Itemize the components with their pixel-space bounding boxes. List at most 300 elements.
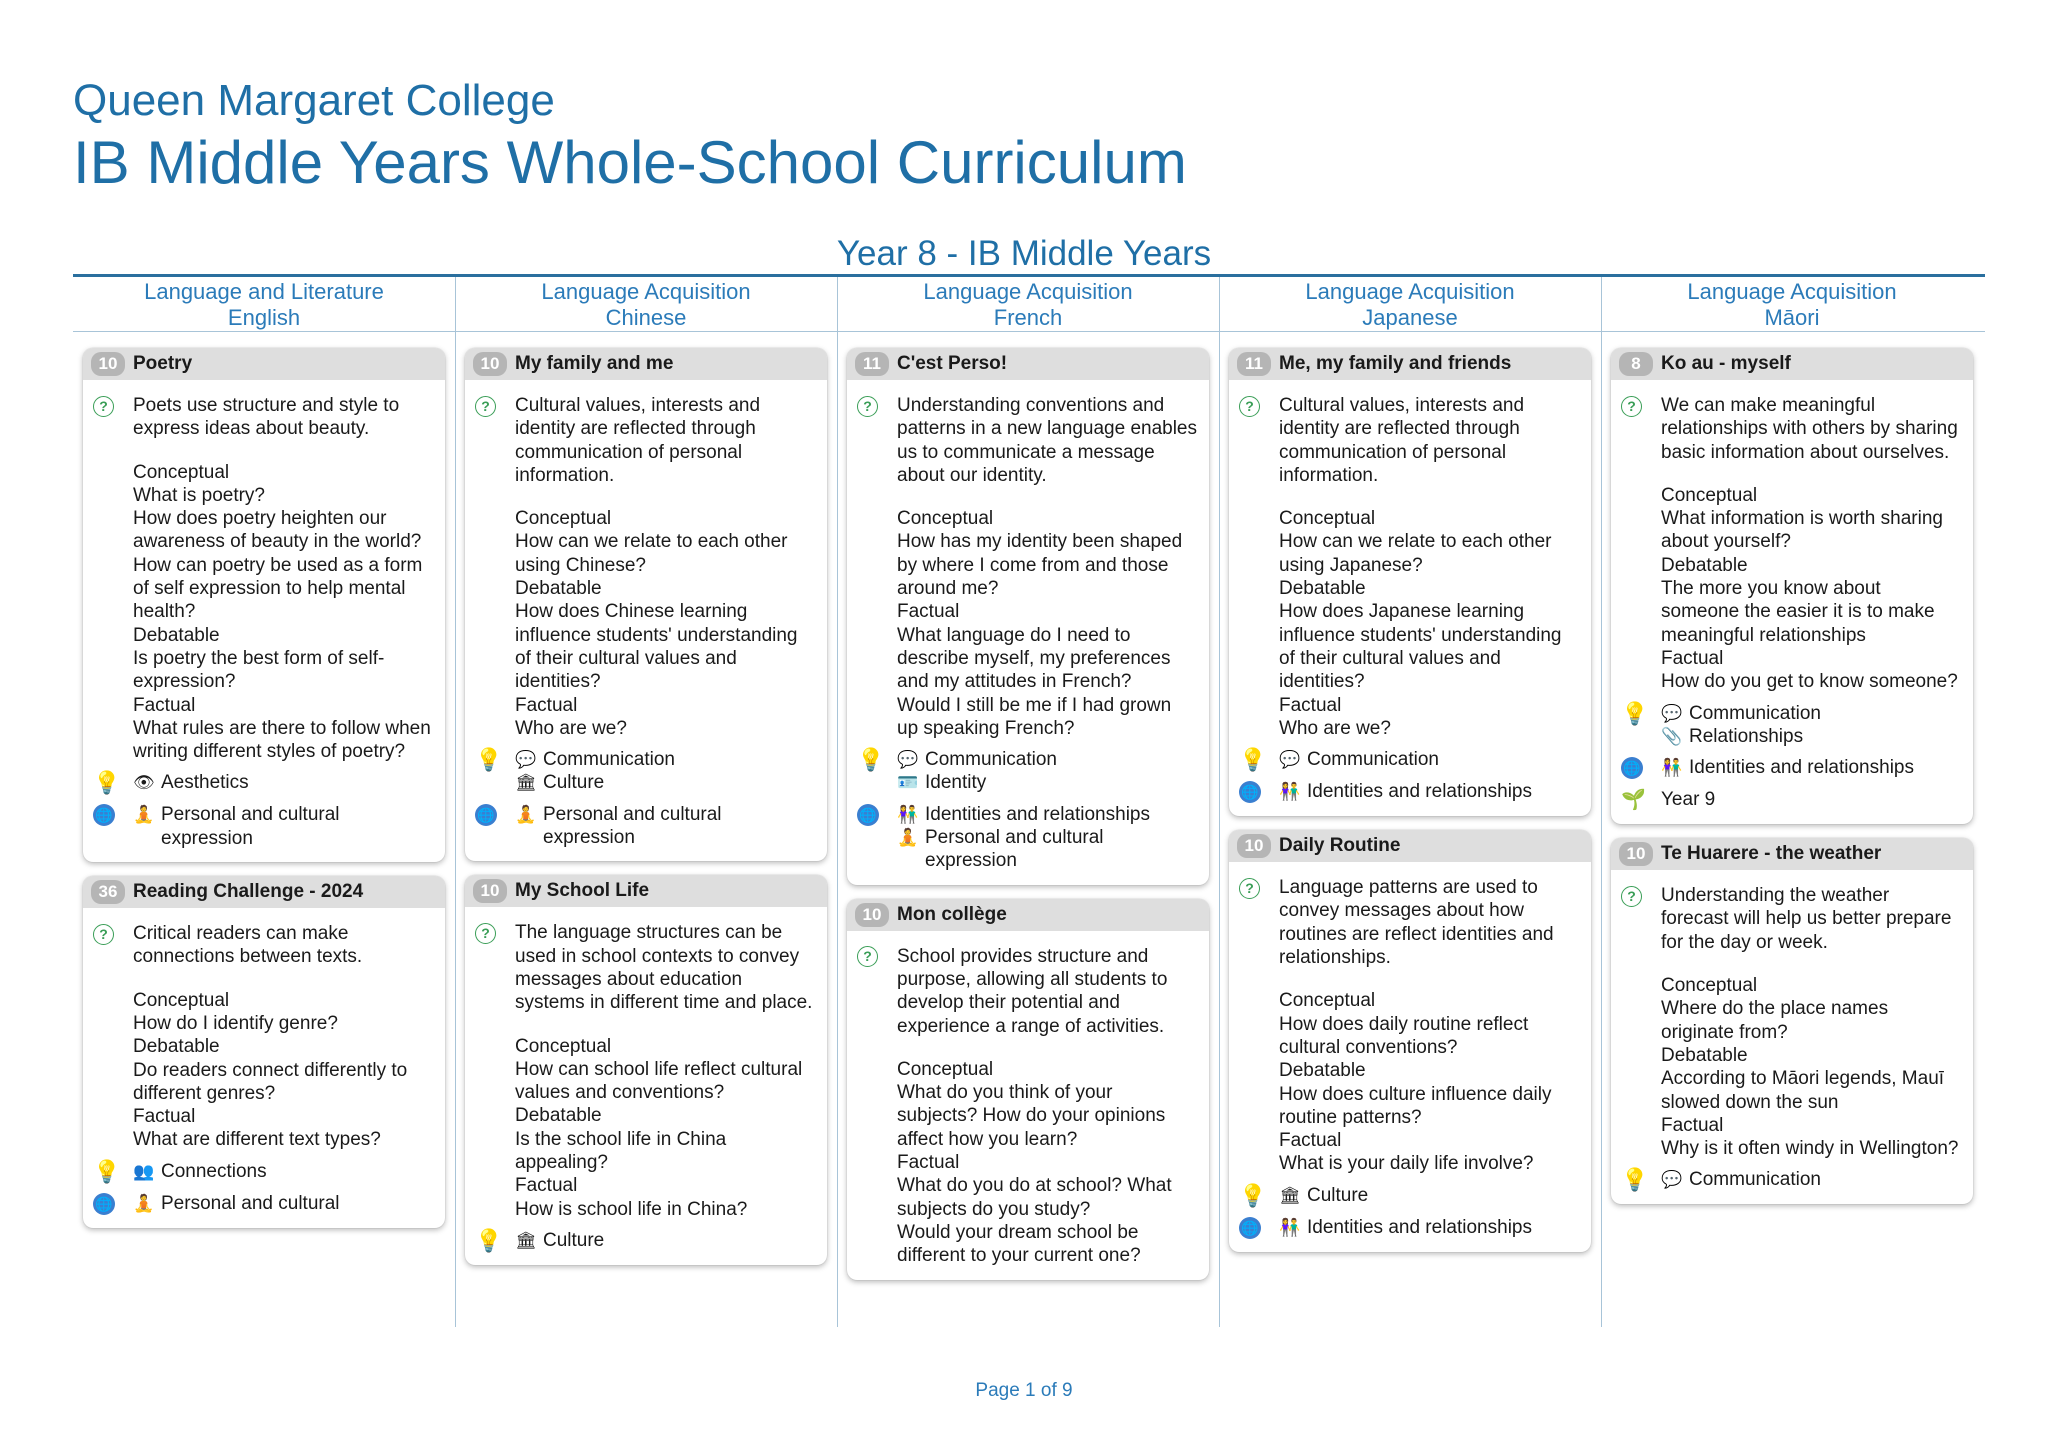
context-icon-wrap xyxy=(91,1192,133,1216)
unit-weeks-badge: 10 xyxy=(855,903,889,927)
column-divider xyxy=(1219,277,1220,1327)
question-icon: ? xyxy=(857,396,878,417)
concept-icon-wrap xyxy=(1237,1184,1279,1208)
unit-header xyxy=(1611,838,1973,870)
global-contexts xyxy=(473,803,815,850)
unit-header xyxy=(1229,830,1591,862)
concept-icon-wrap xyxy=(1619,702,1661,726)
context-item xyxy=(515,803,815,850)
unit-body xyxy=(1611,380,1973,824)
inquiry-question: According to Māori legends, Mauī slowed down the sun xyxy=(1661,1068,1945,1113)
statement-of-inquiry xyxy=(91,394,433,763)
context-item xyxy=(897,826,1197,873)
concept-icon: 🪪 xyxy=(897,773,919,793)
key-concepts xyxy=(473,1229,815,1253)
context-label: Identities and relationships xyxy=(1307,781,1532,803)
context-item xyxy=(1279,1216,1579,1239)
unit-body xyxy=(1229,862,1591,1252)
concept-icon: 🏛 xyxy=(515,773,537,793)
page-number: Page 1 of 9 xyxy=(975,1380,1073,1401)
context-list xyxy=(1279,780,1579,803)
inquiry-question: How has my identity been shaped by where I come from and those around me? xyxy=(897,531,1183,600)
column-header-subject: Language Acquisition xyxy=(541,279,751,304)
inquiry-text xyxy=(1661,884,1961,1160)
statement-of-inquiry xyxy=(91,922,433,1152)
context-label: Identities and relationships xyxy=(1689,757,1914,779)
context-icon: 🧘 xyxy=(133,1193,155,1213)
inquiry-question: Conceptual xyxy=(515,1035,612,1057)
unit-header xyxy=(1229,348,1591,380)
statement-of-inquiry xyxy=(1619,884,1961,1160)
key-concepts xyxy=(1619,1168,1961,1192)
concept-label: Communication xyxy=(1307,749,1439,771)
question-icon: ? xyxy=(857,946,878,967)
unit-title: Daily Routine xyxy=(1279,835,1401,857)
statement-of-inquiry xyxy=(1619,394,1961,694)
globe-icon: 🌐 xyxy=(93,804,115,826)
inquiry-question: What do you do at school? What subjects do you study? xyxy=(897,1175,1172,1220)
unit-weeks-badge: 11 xyxy=(855,352,889,376)
concept-icon-wrap xyxy=(473,748,515,772)
spacer xyxy=(515,1015,815,1035)
concept-icon: 💬 xyxy=(515,750,537,770)
inquiry-question: The more you know about someone the easier it is to make meaningful relationships xyxy=(1661,578,1935,646)
unit-body xyxy=(1611,870,1973,1204)
inquiry-icon-wrap xyxy=(473,394,515,418)
unit-card[interactable] xyxy=(847,899,1209,1280)
concept-label: Connections xyxy=(161,1160,267,1182)
context-icon: 🧘 xyxy=(515,804,537,824)
year-level xyxy=(1619,788,1961,812)
inquiry-question: Factual xyxy=(1279,1130,1342,1152)
question-icon: ? xyxy=(93,396,114,417)
context-item xyxy=(133,803,433,850)
context-icon-wrap xyxy=(1237,1216,1279,1240)
unit-card[interactable] xyxy=(83,348,445,862)
context-icon: 👫 xyxy=(897,804,919,824)
inquiry-question: Conceptual xyxy=(133,989,230,1011)
key-concepts xyxy=(1619,702,1961,749)
column-header-subject: Language and Literature xyxy=(144,279,384,304)
inquiry-icon-wrap xyxy=(1237,876,1279,900)
concept-item xyxy=(133,1160,433,1183)
inquiry-question: Conceptual xyxy=(1279,990,1376,1012)
inquiry-question: Conceptual xyxy=(897,1058,994,1080)
inquiry-question: Debatable xyxy=(1661,1044,1748,1066)
column-header-language: English xyxy=(227,305,301,330)
inquiry-question: How do I identify genre? xyxy=(133,1012,338,1034)
inquiry-question: Conceptual xyxy=(1279,508,1376,530)
context-icon-wrap xyxy=(473,803,515,827)
concept-icon: 👁 xyxy=(133,773,155,793)
concept-icon: 👥 xyxy=(133,1161,155,1181)
lightbulb-icon: 💡 xyxy=(1239,747,1267,773)
concept-icon: 💬 xyxy=(1661,1170,1683,1190)
context-icon-wrap xyxy=(91,803,133,827)
statement-of-inquiry xyxy=(473,921,815,1221)
global-contexts xyxy=(1619,756,1961,780)
inquiry-icon-wrap xyxy=(1619,394,1661,418)
global-contexts xyxy=(91,803,433,850)
inquiry-statement: Understanding conventions and patterns in a new language enables us to communicate a message about our identity. xyxy=(897,395,1198,486)
global-contexts xyxy=(1237,1216,1579,1240)
inquiry-statement: Cultural values, interests and identity are reflected through communication of personal information. xyxy=(1279,395,1525,486)
context-icon: 🧘 xyxy=(133,805,155,825)
question-icon: ? xyxy=(93,924,114,945)
unit-header xyxy=(847,899,1209,931)
unit-title: Ko au - myself xyxy=(1661,353,1791,374)
spacer xyxy=(1661,464,1961,484)
column-header-subject: Language Acquisition xyxy=(1305,279,1515,304)
sprout-icon: 🌱 xyxy=(1621,789,1646,812)
column-header xyxy=(455,277,837,332)
unit-body xyxy=(1229,380,1591,816)
statement-of-inquiry xyxy=(855,394,1197,740)
inquiry-question: Conceptual xyxy=(1661,975,1758,997)
concept-item xyxy=(133,771,433,794)
inquiry-icon-wrap xyxy=(91,922,133,946)
context-label: Identities and relationships xyxy=(1307,1216,1532,1238)
concept-label: Communication xyxy=(1689,702,1821,724)
curriculum-title: IB Middle Years Whole-School Curriculum xyxy=(73,129,1187,196)
concept-item xyxy=(1279,748,1579,771)
inquiry-question: How do you get to know someone? xyxy=(1661,671,1958,693)
inquiry-statement: Poets use structure and style to express ideas about beauty. xyxy=(133,395,400,440)
inquiry-question: How does Japanese learning influence students' understanding of their cultural values and identities? xyxy=(1279,601,1562,693)
concept-label: Communication xyxy=(1689,1169,1821,1191)
spacer xyxy=(1279,487,1579,507)
unit-header xyxy=(465,875,827,907)
inquiry-text xyxy=(133,922,433,1152)
concept-icon: 💬 xyxy=(1661,703,1683,723)
concept-list xyxy=(1661,702,1961,749)
context-list xyxy=(133,803,433,850)
unit-card[interactable] xyxy=(847,348,1209,885)
inquiry-question: Do readers connect differently to different genres? xyxy=(133,1059,408,1104)
column-header xyxy=(837,277,1219,332)
context-icon-wrap xyxy=(855,803,897,827)
concept-icon: 🏛 xyxy=(515,1230,537,1250)
inquiry-question: Why is it often windy in Wellington? xyxy=(1661,1138,1959,1160)
inquiry-statement: Understanding the weather forecast will help us better prepare for the day or week. xyxy=(1661,885,1952,953)
concept-icon-wrap xyxy=(91,1160,133,1184)
inquiry-question: Is the school life in China appealing? xyxy=(515,1128,727,1174)
unit-title: Mon collège xyxy=(897,903,1007,925)
concept-icon: 💬 xyxy=(1279,750,1301,770)
context-icon: 👫 xyxy=(1279,782,1301,802)
question-icon: ? xyxy=(475,923,496,944)
lightbulb-icon: 💡 xyxy=(1621,1167,1649,1193)
column-header-language: French xyxy=(993,305,1063,330)
context-label: Personal and cultural expression xyxy=(161,804,340,849)
context-item xyxy=(1279,780,1579,803)
inquiry-question: Factual xyxy=(515,1175,578,1197)
unit-weeks-badge: 10 xyxy=(473,879,507,903)
inquiry-question: What language do I need to describe myself, my preferences and my attitudes in French? xyxy=(897,624,1171,693)
inquiry-statement: Language patterns are used to convey messages about how routines are reflect identities and relationships. xyxy=(1279,877,1554,969)
unit-header xyxy=(83,876,445,908)
lightbulb-icon: 💡 xyxy=(1239,1182,1267,1208)
unit-weeks-badge: 11 xyxy=(1237,352,1271,376)
statement-of-inquiry xyxy=(473,394,815,740)
inquiry-statement: The language structures can be used in school contexts to convey messages about education systems in different time and place. xyxy=(515,922,813,1014)
year-heading: Year 8 - IB Middle Years xyxy=(836,234,1212,273)
globe-icon: 🌐 xyxy=(1239,781,1261,803)
concept-icon: 🏛 xyxy=(1279,1185,1301,1205)
concept-icon-wrap xyxy=(855,748,897,772)
year-level-label: Year 9 xyxy=(1661,789,1716,811)
unit-weeks-badge: 10 xyxy=(1237,834,1271,858)
concept-label: Aesthetics xyxy=(161,772,249,794)
inquiry-question: Factual xyxy=(1279,694,1342,716)
context-item xyxy=(897,803,1197,826)
concept-icon: 📎 xyxy=(1661,726,1683,746)
inquiry-text xyxy=(1661,394,1961,694)
curriculum-column xyxy=(465,348,827,1279)
context-list xyxy=(1279,1216,1579,1239)
context-item xyxy=(133,1192,433,1215)
inquiry-question: What do you think of your subjects? How do your opinions affect how you learn? xyxy=(897,1082,1166,1150)
globe-icon: 🌐 xyxy=(1621,757,1643,779)
concept-item xyxy=(515,771,815,794)
column-divider xyxy=(1601,277,1602,1327)
concept-icon-wrap xyxy=(1619,1168,1661,1192)
inquiry-question: Factual xyxy=(897,1152,960,1174)
unit-card[interactable] xyxy=(1611,348,1973,824)
concept-item xyxy=(897,748,1197,771)
column-divider xyxy=(455,277,456,1327)
inquiry-question: How can poetry be used as a form of self expression to help mental health? xyxy=(133,554,423,623)
key-concepts xyxy=(855,748,1197,795)
curriculum-column xyxy=(83,348,445,1242)
column-header-language: Māori xyxy=(1764,305,1820,330)
context-icon-wrap xyxy=(1619,756,1661,780)
inquiry-question: Who are we? xyxy=(1279,717,1391,739)
concept-list xyxy=(897,748,1197,795)
globe-icon: 🌐 xyxy=(857,804,879,826)
inquiry-icon-wrap xyxy=(91,394,133,418)
unit-body xyxy=(465,380,827,861)
column-header-language: Japanese xyxy=(1362,305,1458,330)
concept-list xyxy=(515,748,815,795)
question-icon: ? xyxy=(475,396,496,417)
curriculum-column xyxy=(1611,348,1973,1218)
unit-weeks-badge: 10 xyxy=(473,352,507,376)
inquiry-question: What is your daily life involve? xyxy=(1279,1153,1534,1175)
inquiry-question: Debatable xyxy=(1279,578,1366,600)
inquiry-icon-wrap xyxy=(855,394,897,418)
context-label: Personal and cultural xyxy=(161,1192,340,1214)
key-concepts xyxy=(91,771,433,795)
context-label: Personal and cultural expression xyxy=(543,803,722,849)
context-list xyxy=(515,803,815,850)
inquiry-question: Would your dream school be different to your current one? xyxy=(897,1221,1141,1267)
statement-of-inquiry xyxy=(1237,394,1579,740)
global-contexts xyxy=(1237,780,1579,804)
concept-label: Communication xyxy=(543,749,675,771)
concept-item xyxy=(515,1229,815,1252)
column-header xyxy=(1601,277,1983,332)
concept-label: Culture xyxy=(543,1229,605,1251)
inquiry-question: How can we relate to each other using Chinese? xyxy=(515,531,788,576)
key-concepts xyxy=(473,748,815,795)
key-concepts xyxy=(1237,748,1579,772)
unit-weeks-badge: 8 xyxy=(1619,352,1653,376)
inquiry-question: How can we relate to each other using Japanese? xyxy=(1279,531,1552,576)
inquiry-text xyxy=(1279,394,1579,740)
spacer xyxy=(515,487,815,507)
inquiry-question: How does poetry heighten our awareness of beauty in the world? xyxy=(133,508,422,553)
inquiry-icon-wrap xyxy=(855,945,897,969)
concept-label: Culture xyxy=(543,772,605,794)
inquiry-icon-wrap xyxy=(1619,884,1661,908)
inquiry-question: Would I still be me if I had grown up speaking French? xyxy=(897,694,1172,739)
inquiry-text xyxy=(515,921,815,1221)
concept-list xyxy=(1279,748,1579,771)
column-header xyxy=(73,277,455,332)
inquiry-icon-wrap xyxy=(1237,394,1279,418)
unit-card[interactable] xyxy=(1229,348,1591,816)
inquiry-icon-wrap xyxy=(473,921,515,945)
unit-card[interactable] xyxy=(1611,838,1973,1204)
context-list xyxy=(1661,756,1961,779)
concept-icon: 💬 xyxy=(897,750,919,770)
unit-header xyxy=(847,348,1209,380)
inquiry-question: Factual xyxy=(1661,647,1724,669)
inquiry-text xyxy=(897,945,1197,1268)
unit-body xyxy=(465,907,827,1265)
inquiry-statement: School provides structure and purpose, allowing all students to develop their potential and experience a range of activities. xyxy=(897,945,1168,1037)
unit-body xyxy=(83,908,445,1228)
concept-label: Culture xyxy=(1307,1184,1369,1206)
concept-item xyxy=(897,771,1197,794)
spacer xyxy=(1661,954,1961,974)
column-header xyxy=(1219,277,1601,332)
unit-card[interactable] xyxy=(465,875,827,1265)
key-concepts xyxy=(1237,1184,1579,1208)
column-header-language: Chinese xyxy=(605,305,687,330)
unit-card[interactable] xyxy=(1229,830,1591,1252)
globe-icon: 🌐 xyxy=(475,804,497,826)
concept-label: Identity xyxy=(925,772,987,794)
unit-title: Reading Challenge - 2024 xyxy=(133,881,364,903)
unit-body xyxy=(847,380,1209,885)
unit-title: Poetry xyxy=(133,353,193,374)
unit-weeks-badge: 10 xyxy=(91,352,125,376)
inquiry-text xyxy=(515,394,815,740)
globe-icon: 🌐 xyxy=(93,1193,115,1215)
unit-header xyxy=(1611,348,1973,380)
context-item xyxy=(1661,756,1961,779)
inquiry-question: Conceptual xyxy=(897,508,994,530)
inquiry-question: Factual xyxy=(133,694,196,716)
lightbulb-icon: 💡 xyxy=(857,747,885,773)
concept-list xyxy=(133,771,433,794)
context-label: Identities and relationships xyxy=(925,803,1150,825)
concept-label: Communication xyxy=(925,749,1057,771)
school-name: Queen Margaret College xyxy=(73,76,555,125)
curriculum-column xyxy=(1229,348,1591,1266)
inquiry-question: Conceptual xyxy=(515,508,612,530)
inquiry-text xyxy=(133,394,433,763)
spacer xyxy=(1279,969,1579,989)
column-header-subject: Language Acquisition xyxy=(1687,279,1897,304)
inquiry-question: Factual xyxy=(133,1106,196,1128)
inquiry-question: Who are we? xyxy=(515,717,627,739)
column-header-subject: Language Acquisition xyxy=(923,279,1133,304)
globe-icon: 🌐 xyxy=(1239,1217,1261,1239)
unit-card[interactable] xyxy=(83,876,445,1228)
inquiry-question: Conceptual xyxy=(1661,484,1758,506)
unit-title: My School Life xyxy=(515,880,650,902)
inquiry-question: How can school life reflect cultural values and conventions? xyxy=(515,1058,803,1104)
concept-list xyxy=(1661,1168,1961,1191)
question-icon: ? xyxy=(1621,886,1642,907)
global-contexts xyxy=(91,1192,433,1216)
inquiry-question: Debatable xyxy=(515,1105,602,1127)
context-icon: 🧘 xyxy=(897,828,919,848)
concept-icon-wrap xyxy=(91,771,133,795)
spacer xyxy=(133,969,433,989)
inquiry-question: Factual xyxy=(515,694,578,716)
unit-card[interactable] xyxy=(465,348,827,861)
inquiry-question: Debatable xyxy=(515,578,602,600)
statement-of-inquiry xyxy=(855,945,1197,1268)
inquiry-question: What are different text types? xyxy=(133,1129,381,1151)
lightbulb-icon: 💡 xyxy=(1621,700,1649,726)
curriculum-column xyxy=(847,348,1209,1294)
concept-list xyxy=(133,1160,433,1183)
unit-body xyxy=(847,931,1209,1280)
lightbulb-icon: 💡 xyxy=(475,747,503,773)
global-contexts xyxy=(855,803,1197,873)
inquiry-question: Is poetry the best form of self-expression? xyxy=(133,647,385,693)
concept-item xyxy=(1661,1168,1961,1191)
inquiry-question: Debatable xyxy=(133,1036,220,1058)
context-list xyxy=(133,1192,433,1215)
inquiry-question: Debatable xyxy=(1279,1060,1366,1082)
unit-weeks-badge: 36 xyxy=(91,880,125,904)
context-icon: 👫 xyxy=(1661,758,1683,778)
concept-item xyxy=(515,748,815,771)
unit-header xyxy=(465,348,827,380)
question-icon: ? xyxy=(1239,396,1260,417)
unit-title: Te Huarere - the weather xyxy=(1661,843,1882,865)
inquiry-question: Debatable xyxy=(1661,554,1748,576)
concept-item xyxy=(1661,725,1961,748)
concept-label: Relationships xyxy=(1689,725,1804,747)
context-icon: 👫 xyxy=(1279,1217,1301,1237)
spacer xyxy=(897,1038,1197,1058)
context-list xyxy=(897,803,1197,873)
unit-title: My family and me xyxy=(515,353,674,374)
lightbulb-icon: 💡 xyxy=(93,1158,121,1184)
inquiry-question: How is school life in China? xyxy=(515,1198,748,1220)
lightbulb-icon: 💡 xyxy=(93,770,121,796)
inquiry-question: How does culture influence daily routine patterns? xyxy=(1279,1083,1552,1128)
inquiry-question: What is poetry? xyxy=(133,484,265,506)
concept-icon-wrap xyxy=(1237,748,1279,772)
context-label: Personal and cultural expression xyxy=(925,827,1104,872)
question-icon: ? xyxy=(1239,878,1260,899)
level-icon-wrap xyxy=(1619,788,1661,812)
unit-header xyxy=(83,348,445,380)
inquiry-question: Conceptual xyxy=(133,461,230,483)
inquiry-statement: Critical readers can make connections between texts. xyxy=(133,923,363,968)
concept-list xyxy=(1279,1184,1579,1207)
inquiry-question: How does Chinese learning influence students' understanding of their cultural values and identities? xyxy=(515,601,798,693)
inquiry-question: What rules are there to follow when writing different styles of poetry? xyxy=(133,717,431,763)
